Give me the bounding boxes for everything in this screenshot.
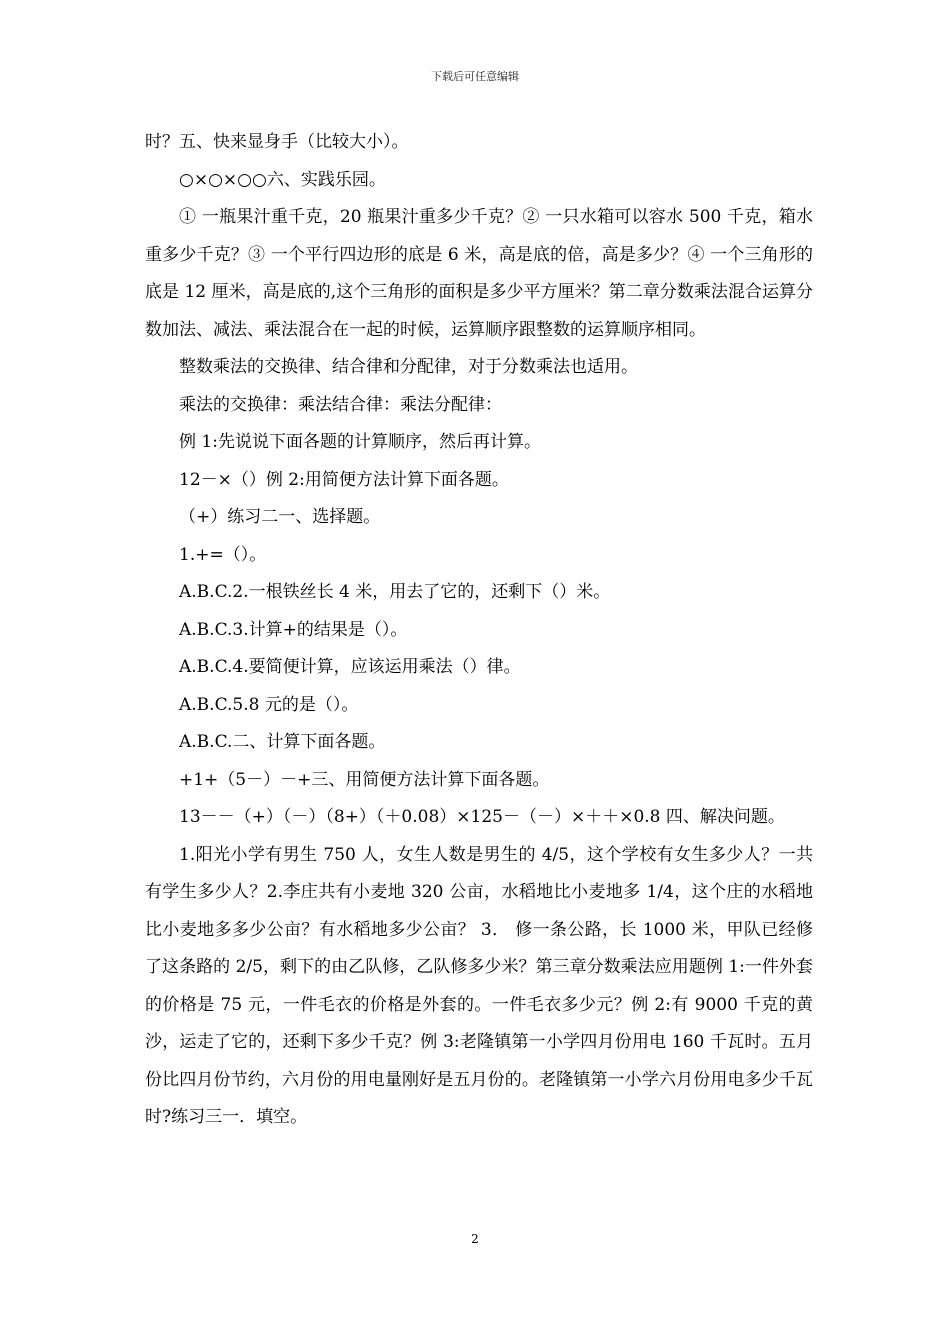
- paragraph: A.B.C.二、计算下面各题。: [179, 732, 386, 752]
- paragraph: 整数乘法的交换律、结合律和分配律，对于分数乘法也适用。: [179, 357, 638, 377]
- document-body: [145, 124, 813, 1137]
- paragraph: A.B.C.4.要简便计算，应该运用乘法（）律。: [179, 657, 521, 677]
- paragraph: +1+（5－）－+三、用简便方法计算下面各题。: [179, 769, 550, 790]
- paragraph: ○×○×○○六、实践乐园。: [179, 169, 386, 190]
- paragraph: （+）练习二一、选择题。: [179, 507, 381, 527]
- page-header: 下载后可任意编辑: [431, 70, 519, 83]
- paragraph: A.B.C.3.计算+的结果是（）。: [179, 619, 408, 640]
- paragraph: A.B.C.5.8 元的是（）。: [179, 694, 359, 715]
- paragraph: A.B.C.2.一根铁丝长 4 米，用去了它的，还剩下（）米。: [179, 582, 611, 602]
- paragraph: 时？五、快来显身手（比较大小）。: [145, 132, 409, 152]
- paragraph: 1.+=（）。: [179, 544, 267, 565]
- paragraph: 乘法的交换律：乘法结合律：乘法分配律：: [179, 394, 502, 415]
- paragraph: ① 一瓶果汁重千克，20 瓶果汁重多少千克？② 一只水箱可以容水 500 千克，箱水重多少千克？③ 一个平行四边形的底是 6 米，高是底的倍，高是多少？④ 一个三角形的底是 12 厘米，高是底的,这个三角形的面积是多少平方厘米？第二章分数乘法混合运算分数加法、减法、乘法混合在一起的时候，运算顺序跟整数的运算顺序相同。: [145, 207, 813, 340]
- page-number: 2: [471, 1232, 479, 1246]
- paragraph: 例 1:先说说下面各题的计算顺序，然后再计算。: [179, 432, 541, 452]
- paragraph: 12－×（）例 2:用简便方法计算下面各题。: [179, 469, 509, 490]
- paragraph: 1.阳光小学有男生 750 人，女生人数是男生的 4/5，这个学校有女生多少人？一共有学生多少人？2.李庄共有小麦地 320 公亩，水稻地比小麦地多 1/4，这个庄的水稻地比小麦地多多少公亩？有水稻地多少公亩？ 3． 修一条公路，长 1000 米，甲队已经修了这条路的 2/5，剩下的由乙队修，乙队修多少米？第三章分数乘法应用题例 1:一件外套的价格是 75 元，一件毛衣的价格是外套的。一件毛衣多少元？例 2:有 9000 千克的黄沙，运走了它的，还剩下多少千克？例 3:老隆镇第一小学四月份用电 160 千瓦时。五月份比四月份节约，六月份的用电量刚好是五月份的。老隆镇第一小学六月份用电多少千瓦时?练习三一．填空。: [145, 844, 813, 1127]
- paragraph: 13－－（+）（－）（8+）（＋0.08）×125－（－）×＋＋×0.8 四、解决问题。: [179, 807, 785, 827]
